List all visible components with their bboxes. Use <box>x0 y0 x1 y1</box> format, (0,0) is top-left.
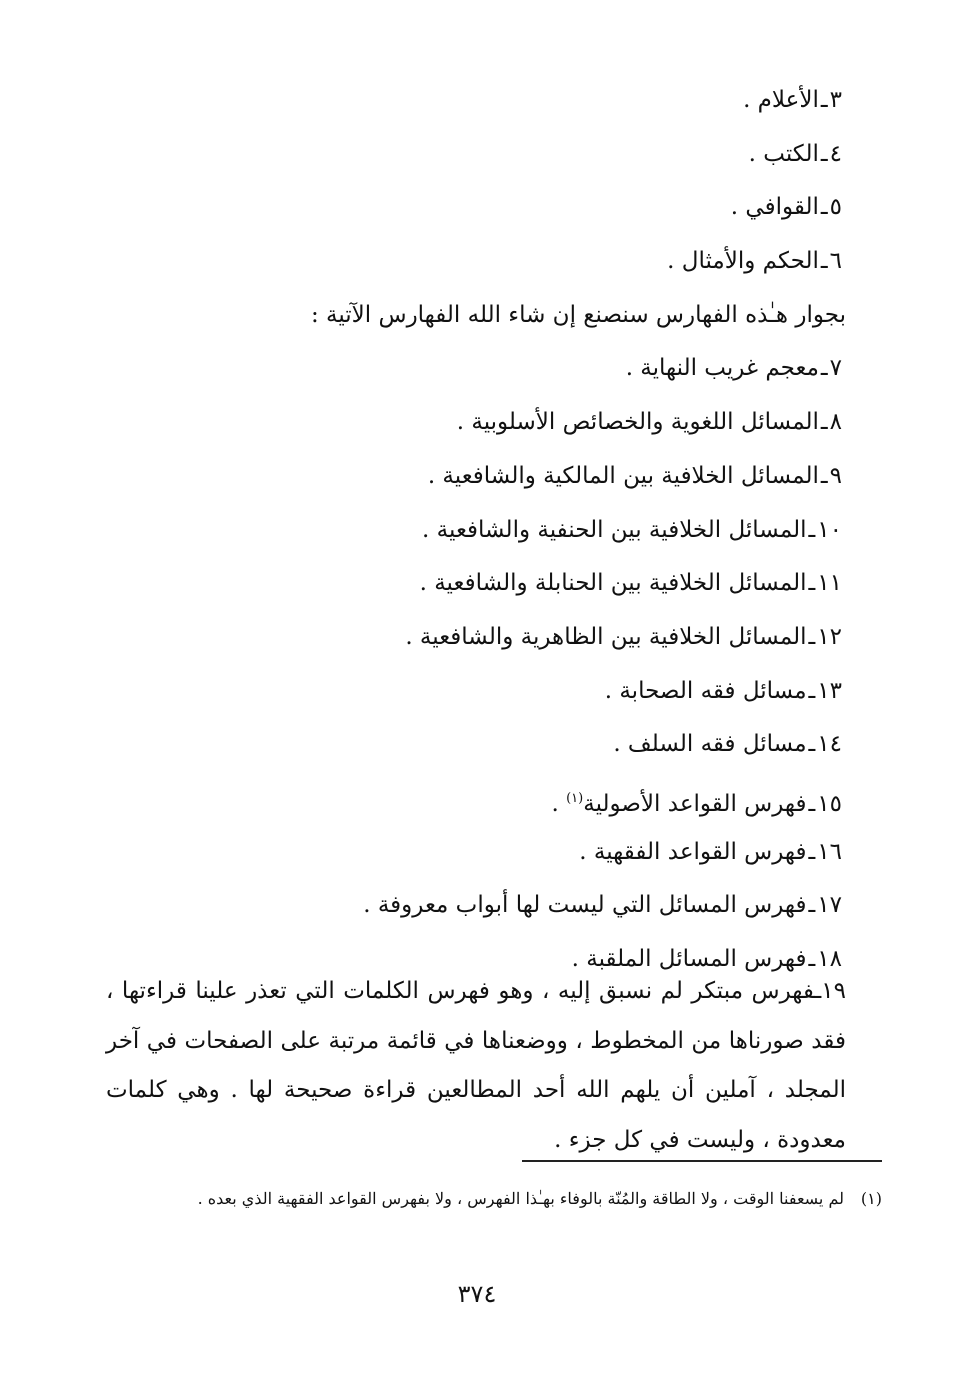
item-number: ١٣ <box>817 677 842 704</box>
list-item <box>106 181 846 235</box>
list-item <box>106 396 846 450</box>
page-number: ٣٧٤ <box>457 1280 497 1308</box>
item-text: الكتب . <box>748 140 819 167</box>
item-number: ١٧ <box>817 892 842 919</box>
item-separator: ـ <box>820 355 828 382</box>
item-number: ١٠ <box>817 516 842 543</box>
item-tail: . <box>551 790 567 817</box>
list-item <box>106 128 846 182</box>
item-number: ١٨ <box>817 946 842 972</box>
item-text: المسائل اللغوية والخصائص الأسلوبية . <box>456 409 819 436</box>
item-text: القوافي . <box>730 194 819 221</box>
list-item <box>106 665 846 719</box>
footnote-text: لم يسعفنا الوقت ، ولا الطاقة والمُنّة بالوفاء بهـٰذا الفهرس ، ولا بفهرس القواعد الفقهية الذي بعده . <box>197 1189 844 1208</box>
item-number: ١٤ <box>817 731 842 758</box>
list-item <box>106 879 846 933</box>
item-separator: ـ <box>808 570 816 597</box>
item-separator: ـ <box>808 516 816 543</box>
item-number: ١٦ <box>817 838 842 865</box>
item-separator: ـ <box>808 623 816 650</box>
list-item <box>106 74 846 128</box>
item-number: ١١ <box>817 570 842 597</box>
item-separator: ـ <box>808 790 816 817</box>
list-item <box>106 826 846 880</box>
item-text: الأعلام . <box>743 87 819 113</box>
item-separator: ـ <box>808 838 816 865</box>
list-item <box>106 504 846 558</box>
item-text: فهرس المسائل الملقبة . <box>571 946 807 972</box>
item-number: ٨ <box>829 409 842 436</box>
item-text: المسائل الخلافية بين الحنفية والشافعية . <box>422 516 807 543</box>
footnote-mark: (١) <box>860 1189 882 1208</box>
item-number: ٥ <box>829 194 842 221</box>
paragraph-item-19 <box>106 967 846 1165</box>
item-number: ٧ <box>829 355 842 382</box>
footnote-divider <box>522 1160 882 1162</box>
item-separator: ـ <box>808 892 816 919</box>
item-number: ١٥ <box>817 790 842 817</box>
item-separator: ـ <box>814 978 822 1004</box>
item-text: فهرس القواعد الأصولية <box>583 790 807 817</box>
list-item <box>106 235 846 289</box>
item-text: المسائل الخلافية بين الظاهرية والشافعية . <box>405 623 807 650</box>
item-separator: ـ <box>808 677 816 704</box>
item-number: ١٩ <box>821 978 846 1004</box>
intro-line: بجوار هـٰذه الفهارس سنصنع إن شاء الله الفهارس الآتية : <box>310 301 846 328</box>
item-number: ٦ <box>829 248 842 275</box>
item-text: مسائل فقه الصحابة . <box>604 677 807 704</box>
item-separator: ـ <box>820 194 828 221</box>
list-item <box>106 772 846 826</box>
item-number: ٩ <box>829 462 842 489</box>
footnote <box>112 1183 882 1215</box>
item-separator: ـ <box>820 248 828 275</box>
item-number: ٣ <box>829 87 842 113</box>
list-item <box>106 342 846 396</box>
item-text: المسائل الخلافية بين الحنابلة والشافعية . <box>419 570 807 597</box>
footnote-reference[interactable]: (١) <box>566 790 584 806</box>
item-separator: ـ <box>808 946 816 972</box>
item-separator: ـ <box>820 140 828 167</box>
item-separator: ـ <box>820 462 828 489</box>
index-list <box>106 74 846 987</box>
list-item <box>106 718 846 772</box>
item-text: الحكم والأمثال . <box>667 248 819 275</box>
list-item <box>106 450 846 504</box>
item-text: فهرس القواعد الفقهية . <box>579 838 807 865</box>
item-text: مسائل فقه السلف . <box>613 731 807 758</box>
item-number: ١٢ <box>817 623 842 650</box>
item-text: معجم غريب النهاية . <box>625 355 819 382</box>
item-separator: ـ <box>808 731 816 758</box>
item-number: ٤ <box>829 140 842 167</box>
paragraph-text: فهرس مبتكر لم نسبق إليه ، وهو فهرس الكلمات التي تعذر علينا قراءتها ، فقد صورناها من المخطوط ، ووضعناها في قائمة مرتبة على الصفحات في آخر المجلد ، آملين أن يلهم الله أحد المطالعين قراءة صحيحة لها . وهي كلمات معدودة ، وليست في كل جزء . <box>106 978 846 1153</box>
item-separator: ـ <box>820 409 828 436</box>
list-item <box>106 557 846 611</box>
list-item <box>106 611 846 665</box>
item-text: فهرس المسائل التي ليست لها أبواب معروفة . <box>363 892 807 919</box>
item-text: المسائل الخلافية بين المالكية والشافعية . <box>427 462 819 489</box>
item-separator: ـ <box>820 87 828 113</box>
